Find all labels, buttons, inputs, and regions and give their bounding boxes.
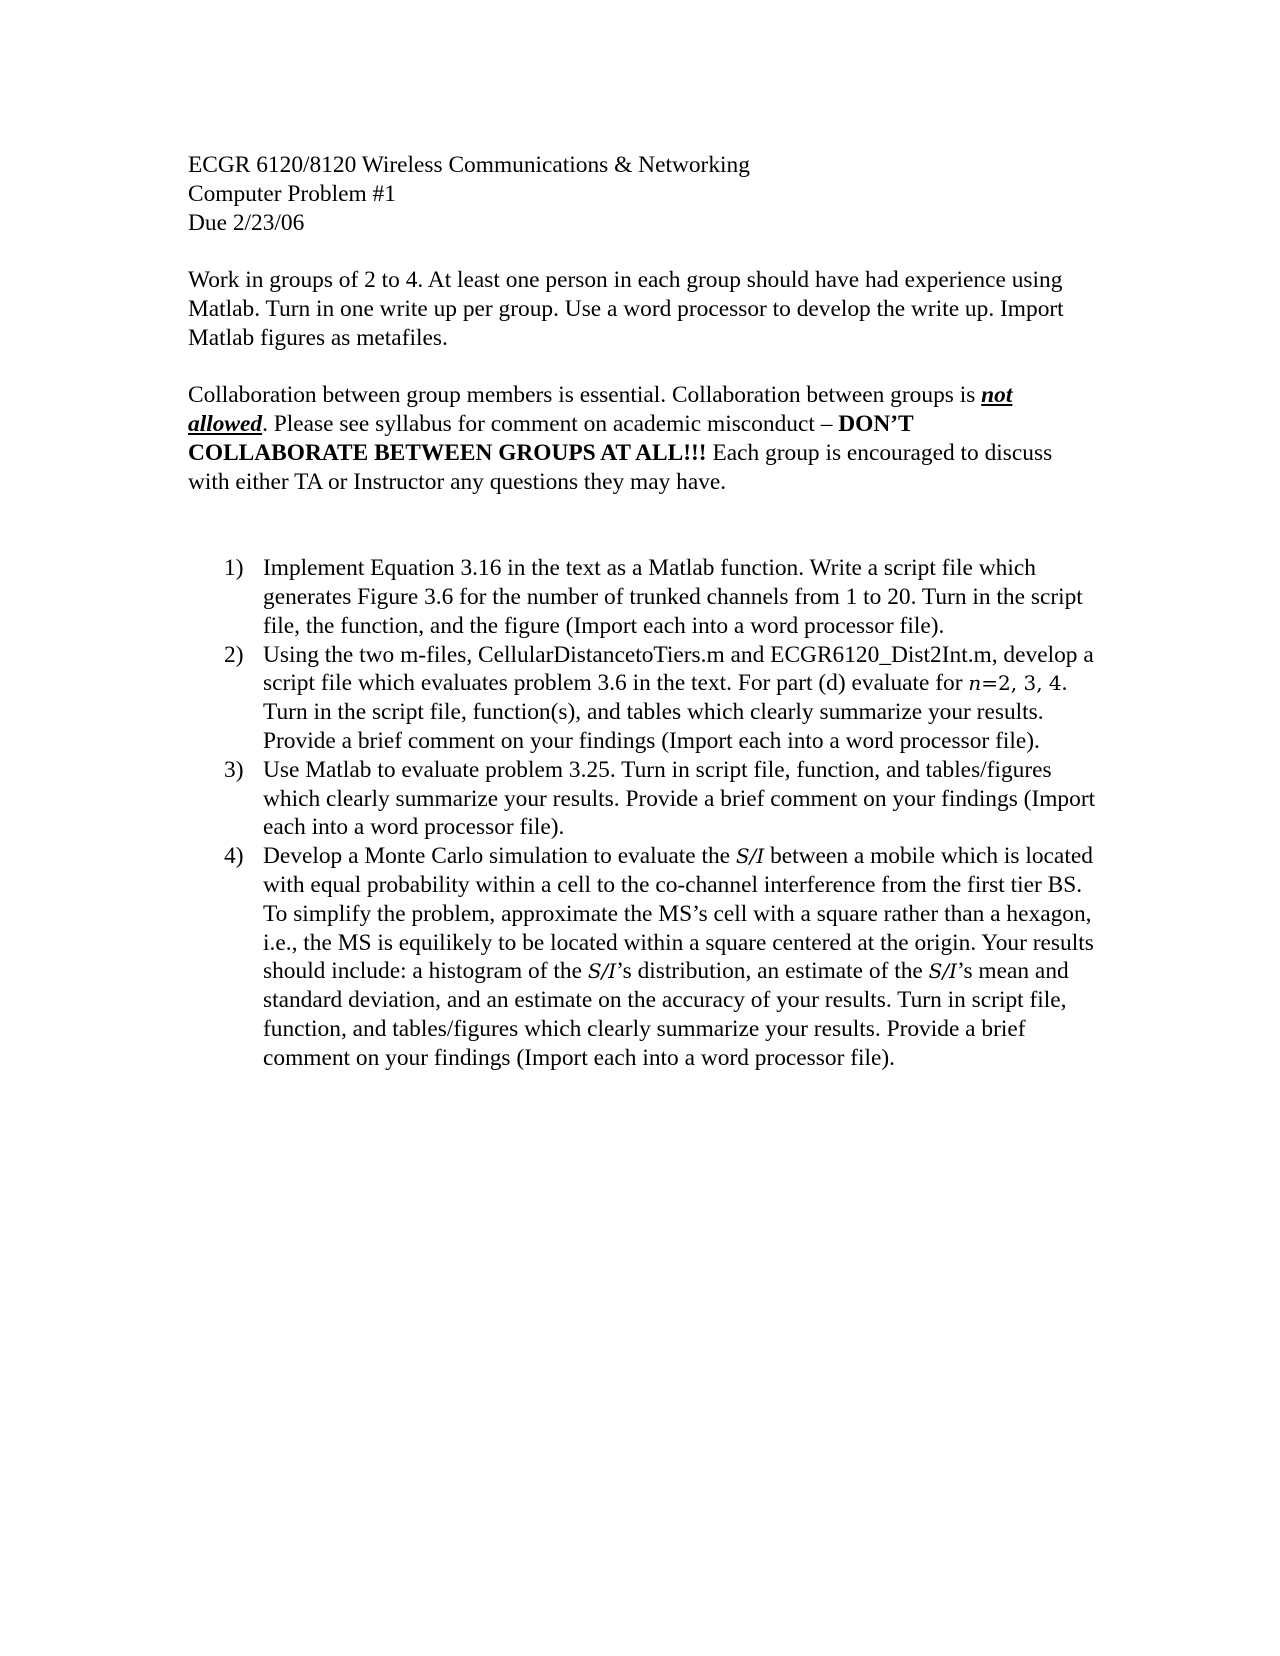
problem-text-a: Using the two m-files, CellularDistancetoTiers.m and ECGR6120_Dist2Int.m, develop a script file which evaluates problem 3.6 in the text. For part (d) evaluate for (263, 641, 1094, 697)
collab-text-3: Each group is encouraged to discuss with either TA or Instructor any questions they may have. (188, 439, 1053, 495)
problem-number: 2) (224, 641, 244, 668)
problem-text-b: between a mobile which is located with equal probability within a cell to the co-channel interference from the first tier BS. To simplify the problem, approximate the MS’s cell with a square rather than a hexagon, i.e., the MS is equilikely to be located within a square centered at the origin. Your results should include: a histogram of the (263, 843, 1094, 985)
collab-text-1: Collaboration between group members is essential. Collaboration between groups is (188, 382, 982, 409)
problem-text: Use Matlab to evaluate problem 3.25. Turn in script file, function, and tables/figures which clearly summarize your results. Provide a brief comment on your findings (Import each into a word processor file). (263, 756, 1096, 841)
problem-list (188, 554, 1098, 1072)
problem-text-c: ’s distribution, an estimate of the (616, 958, 929, 985)
problem-title: Computer Problem #1 (188, 180, 396, 207)
math-n-values (968, 671, 1061, 695)
problem-number: 1) (224, 555, 244, 582)
due-date: Due 2/23/06 (188, 209, 305, 236)
course-title: ECGR 6120/8120 Wireless Communications & Networking (188, 152, 750, 178)
intro-paragraph: Work in groups of 2 to 4. At least one person in each group should have had experience using Matlab. Turn in one write up per group. Use a word processor to develop the write up. Import Matlab figures as metafiles. (188, 267, 1064, 351)
collab-warning: DON’T COLLABORATE BETWEEN GROUPS AT ALL!!! (188, 411, 914, 466)
problem-item-1 (188, 554, 1098, 640)
problem-text-d: ’s mean and standard deviation, and an estimate on the accuracy of your results. Turn in script file, function, and tables/figures which clearly summarize your results. Provide a brief comment on your findings (Import each into a word processor file). (263, 958, 1069, 1071)
problem-text: Implement Equation 3.16 in the text as a Matlab function. Write a script file which generates Figure 3.6 for the number of trunked channels from 1 to 20. Turn in the script file, the function, and the figure (Import each into a word processor file). (263, 555, 1083, 639)
problem-text-a: Develop a Monte Carlo simulation to evaluate the (263, 843, 736, 870)
collaboration-paragraph (188, 381, 1098, 496)
math-n: n (968, 671, 982, 696)
problem-item-4 (188, 842, 1098, 1072)
math-s-over-i: S/I (587, 959, 617, 984)
collab-text-2: . Please see syllabus for comment on academic misconduct – (262, 411, 839, 438)
problem-item-2 (188, 641, 1098, 756)
collab-not: not (981, 382, 1013, 409)
problem-text-b: . Turn in the script file, function(s), and tables which clearly summarize your results. Provide a brief comment on your findings (Import each into a word processor file). (263, 670, 1068, 754)
collab-allowed: allowed (188, 411, 263, 438)
document-body (188, 151, 1098, 1073)
problem-number: 4) (224, 843, 244, 870)
math-s-over-i: S/I (735, 844, 765, 869)
problem-item-3 (188, 756, 1098, 842)
problem-number: 3) (224, 756, 244, 783)
math-s-over-i: S/I (928, 959, 957, 984)
math-vals: =2, 3, 4 (981, 671, 1062, 696)
